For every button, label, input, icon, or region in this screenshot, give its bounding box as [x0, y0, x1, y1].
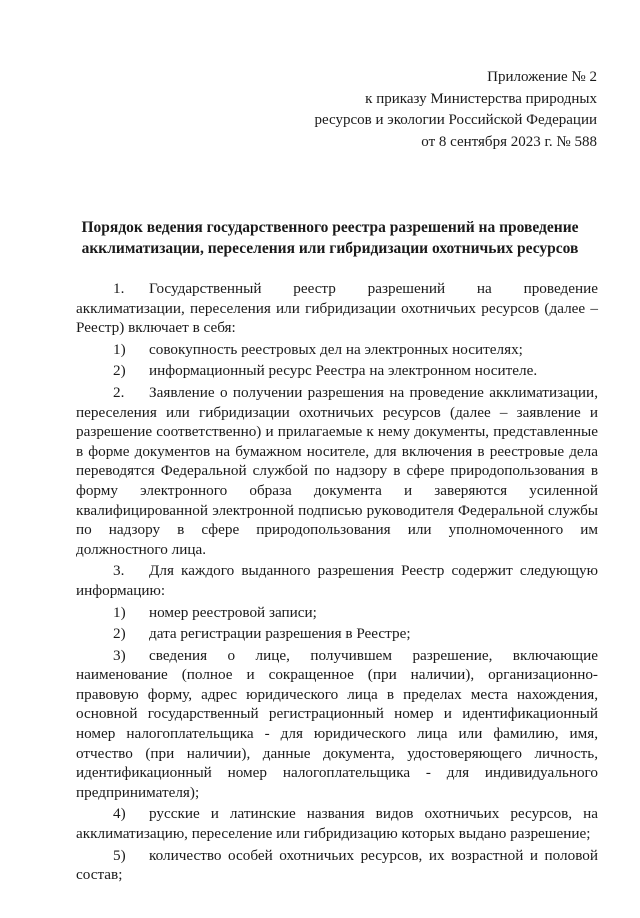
- list-number: 2): [113, 362, 126, 380]
- list-item: [76, 603, 598, 623]
- appendix-line: ресурсов и экологии Российской Федерации: [314, 112, 597, 128]
- list-item: [76, 624, 598, 644]
- appendix-line: к приказу Министерства природных: [365, 90, 597, 107]
- paragraph-1: [76, 279, 598, 338]
- title-line: Порядок ведения государственного реестра разрешений на проведение: [81, 219, 579, 236]
- list-text: русские и латинские названия видов охотничьих ресурсов, на акклиматизацию, переселение или гибридизацию которых выдано разрешение;: [76, 805, 598, 843]
- document-title: [60, 217, 600, 259]
- paragraph-number: 2.: [113, 383, 125, 401]
- appendix-line: от 8 сентября 2023 г. № 588: [421, 133, 597, 150]
- list-number: 3): [113, 646, 126, 664]
- list-text: количество особей охотничьих ресурсов, их возрастной и половой состав;: [76, 846, 598, 884]
- appendix-header: [297, 67, 597, 153]
- list-item: [76, 804, 598, 843]
- list-item: [76, 646, 598, 803]
- list-number: 4): [113, 805, 126, 823]
- list-text: информационный ресурс Реестра на электронном носителе.: [149, 362, 538, 380]
- paragraph-number: 1.: [113, 280, 125, 297]
- list-text: дата регистрации разрешения в Реестре;: [149, 625, 411, 643]
- list-number: 1): [113, 603, 126, 621]
- paragraph-number: 3.: [113, 562, 125, 580]
- paragraph-text: Государственный реестр разрешений на проведение акклиматизации, переселения или гибридизации охотничьих ресурсов (далее – Реестр) включает в себя:: [76, 280, 598, 337]
- list-item: [76, 846, 598, 885]
- list-text: совокупность реестровых дел на электронных носителях;: [149, 340, 523, 358]
- paragraph-2: [76, 383, 598, 559]
- paragraph-3: [76, 561, 598, 600]
- document-body: [76, 279, 598, 885]
- paragraph-text: Заявление о получении разрешения на проведение акклиматизации, переселения или гибридизации охотничьих ресурсов (далее – заявление и разрешение соответственно) и прилагаемые к нему документы, представленные в форме документов на бумажном носителе, для включения в реестровые дела переводятся Федеральной службой по надзору в сфере природопользования в форму электронного образа документа и заверяются усиленной квалифицированной электронной подписью руководителя Федеральной службы по надзору в сфере природопользования или уполномоченного им должностного лица.: [76, 383, 598, 558]
- list-number: 1): [113, 340, 126, 358]
- list-number: 5): [113, 846, 126, 864]
- title-line: акклиматизации, переселения или гибридизации охотничьих ресурсов: [81, 240, 579, 257]
- appendix-line: Приложение № 2: [487, 69, 597, 85]
- list-number: 2): [113, 625, 126, 643]
- list-item: [76, 361, 598, 381]
- list-text: сведения о лице, получившем разрешение, включающие наименование (полное и сокращенное (при наличии), организационно-правовую форму, адрес юридического лица в пределах места нахождения, основной государственный регистрационный номер и идентификационный номер налогоплательщика - для юридического лица или фамилию, имя, отчество (при наличии), данные документа, удостоверяющего личность, идентификационный номер налогоплательщика - для индивидуального предпринимателя);: [76, 646, 598, 801]
- paragraph-text: Для каждого выданного разрешения Реестр содержит следующую информацию:: [76, 562, 598, 599]
- list-item: [76, 340, 598, 360]
- list-text: номер реестровой записи;: [149, 603, 317, 621]
